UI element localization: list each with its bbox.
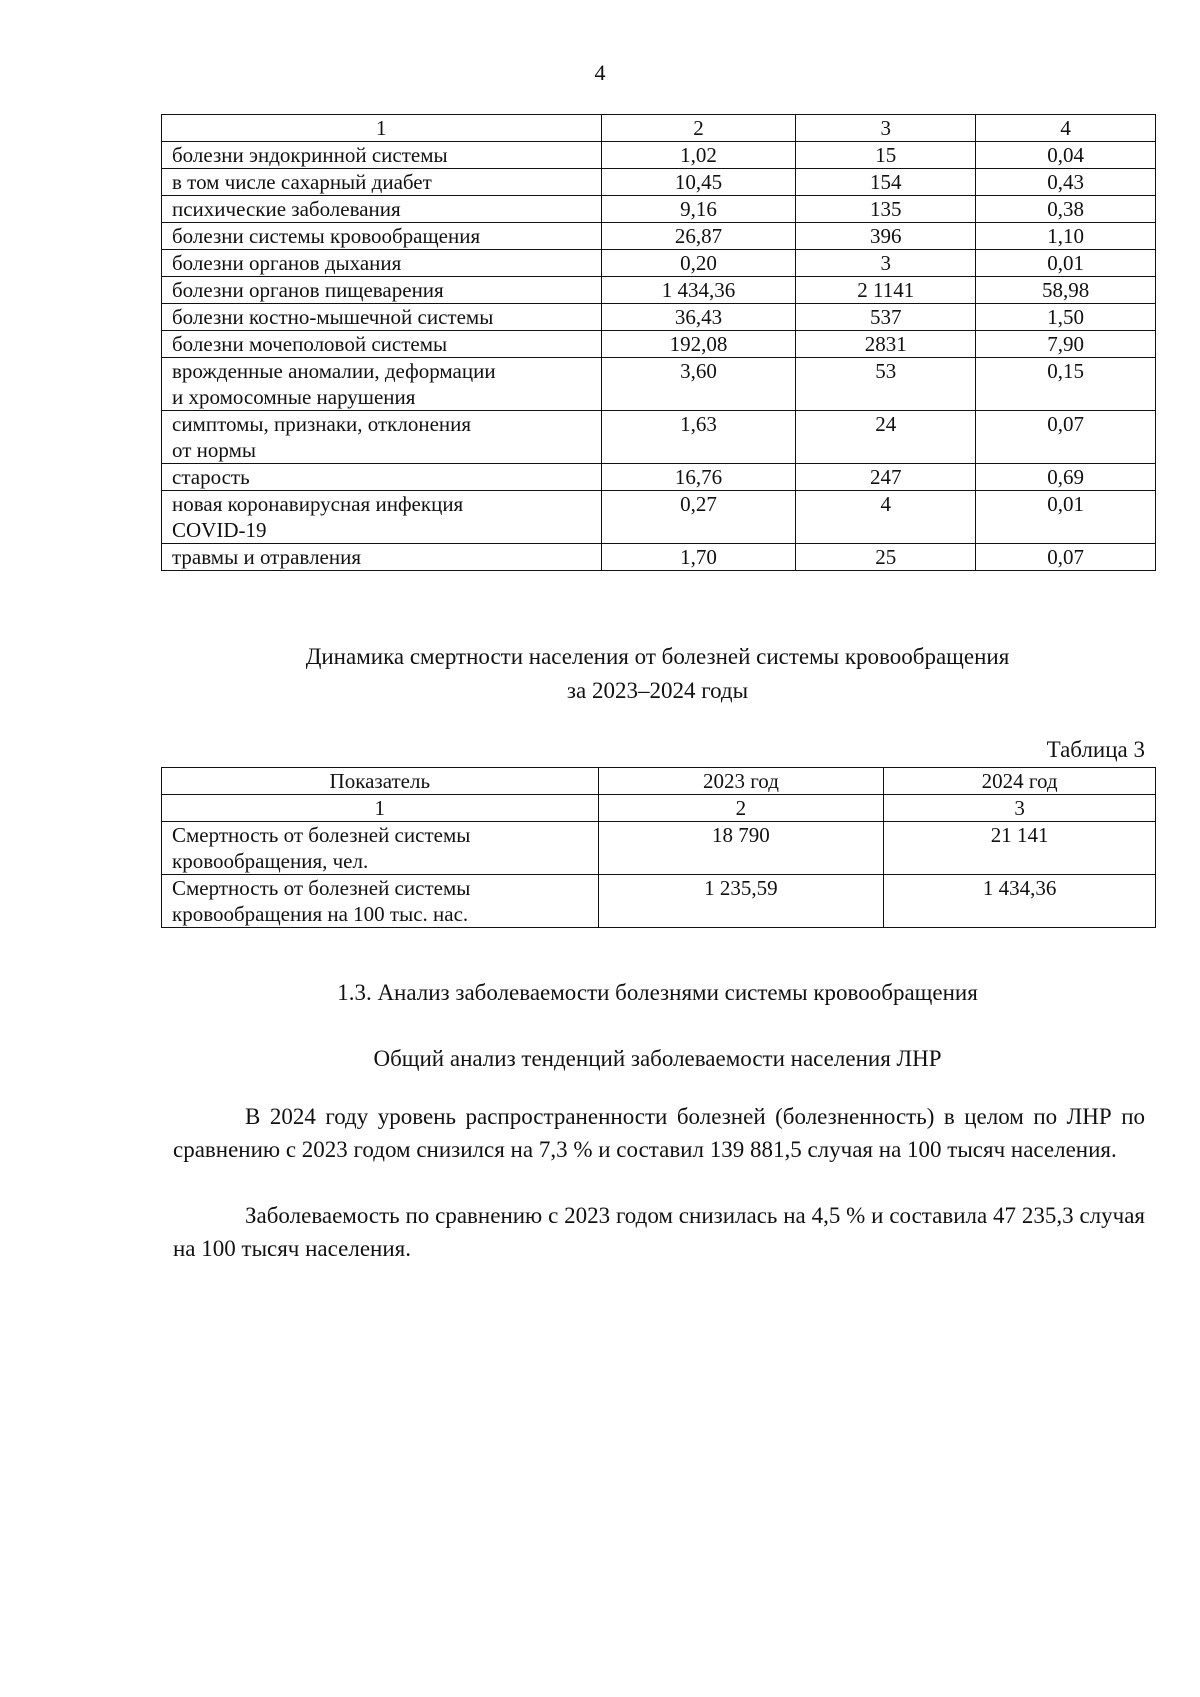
- value-cell-c4: 58,98: [976, 277, 1156, 304]
- value-cell-c4: 0,01: [976, 250, 1156, 277]
- value-cell-c4: 0,15: [976, 358, 1156, 411]
- table-row: [162, 822, 1156, 875]
- value-cell-c2: 3,60: [601, 358, 796, 411]
- mortality-causes-table: [161, 114, 1156, 571]
- value-cell-c3: 15: [796, 142, 976, 169]
- cause-name-line1: симптомы, признаки, отклонения: [172, 412, 472, 436]
- column-header: 2: [601, 115, 796, 142]
- table-row: [162, 196, 1156, 223]
- value-cell-c2: 192,08: [601, 331, 796, 358]
- column-header: 2024 год: [884, 768, 1156, 795]
- cause-name-line1: болезни органов дыхания: [172, 251, 402, 275]
- subsection-heading: 1.3. Анализ заболеваемости болезнями системы кровообращения: [337, 980, 978, 1005]
- cause-name-line1: новая коронавирусная инфекция: [172, 492, 464, 516]
- value-cell-c2: 10,45: [601, 169, 796, 196]
- cause-name-line2: и хромосомные нарушения: [172, 385, 416, 409]
- table-header-row: [162, 115, 1156, 142]
- cause-name-cell: [162, 169, 602, 196]
- indicator-line2: кровообращения, чел.: [172, 849, 369, 873]
- cause-name-cell: [162, 277, 602, 304]
- column-header: 1: [162, 115, 602, 142]
- value-cell-c2: 1,63: [601, 411, 796, 464]
- value-cell-c3: 25: [796, 544, 976, 571]
- cause-name-line2: от нормы: [172, 438, 256, 462]
- value-2023-cell: 18 790: [598, 822, 884, 875]
- cause-name-cell: [162, 304, 602, 331]
- table-row: [162, 358, 1156, 411]
- cause-name-cell: [162, 142, 602, 169]
- value-cell-c3: 53: [796, 358, 976, 411]
- value-2023-cell: 1 235,59: [598, 875, 884, 928]
- value-cell-c3: 2 1141: [796, 277, 976, 304]
- index-cell: 2: [598, 795, 884, 822]
- value-cell-c4: 0,04: [976, 142, 1156, 169]
- value-cell-c3: 247: [796, 464, 976, 491]
- value-cell-c3: 537: [796, 304, 976, 331]
- value-2024-cell: 1 434,36: [884, 875, 1156, 928]
- value-2024-cell: 21 141: [884, 822, 1156, 875]
- value-cell-c4: 1,10: [976, 223, 1156, 250]
- indicator-cell: [162, 875, 599, 928]
- value-cell-c4: 0,07: [976, 544, 1156, 571]
- value-cell-c3: 154: [796, 169, 976, 196]
- cause-name-cell: [162, 196, 602, 223]
- value-cell-c4: 0,01: [976, 491, 1156, 544]
- table-row: [162, 169, 1156, 196]
- table-row: [162, 277, 1156, 304]
- value-cell-c2: 1 434,36: [601, 277, 796, 304]
- table-row: [162, 250, 1156, 277]
- cause-name-line1: в том числе сахарный диабет: [172, 170, 432, 194]
- indicator-cell: [162, 822, 599, 875]
- value-cell-c2: 36,43: [601, 304, 796, 331]
- table-row: [162, 491, 1156, 544]
- cause-name-cell: [162, 491, 602, 544]
- value-cell-c2: 9,16: [601, 196, 796, 223]
- cause-name-line1: болезни мочеполовой системы: [172, 332, 448, 356]
- value-cell-c2: 1,02: [601, 142, 796, 169]
- table-row: [162, 875, 1156, 928]
- value-cell-c3: 135: [796, 196, 976, 223]
- table-row: [162, 544, 1156, 571]
- cause-name-line1: болезни костно-мышечной системы: [172, 305, 494, 329]
- cause-name-line1: болезни органов пищеварения: [172, 278, 444, 302]
- value-cell-c4: 0,07: [976, 411, 1156, 464]
- page-number: 4: [594, 60, 606, 85]
- column-header: Показатель: [162, 768, 599, 795]
- cause-name-line1: болезни системы кровообращения: [172, 224, 481, 248]
- table-row: [162, 223, 1156, 250]
- cause-name-cell: [162, 411, 602, 464]
- value-cell-c3: 396: [796, 223, 976, 250]
- paragraph: Заболеваемость по сравнению с 2023 годом снизилась на 4,5 % и составила 47 235,3 случая на 100 тысяч населения.: [173, 1203, 1145, 1261]
- general-analysis-heading: Общий анализ тенденций заболеваемости населения ЛНР: [373, 1046, 942, 1071]
- value-cell-c4: 7,90: [976, 331, 1156, 358]
- value-cell-c4: 0,43: [976, 169, 1156, 196]
- table-row: [162, 331, 1156, 358]
- value-cell-c4: 0,69: [976, 464, 1156, 491]
- value-cell-c2: 0,27: [601, 491, 796, 544]
- value-cell-c2: 16,76: [601, 464, 796, 491]
- section-title: [0, 640, 1200, 708]
- table-index-row: [162, 795, 1156, 822]
- cause-name-line1: психические заболевания: [172, 197, 401, 221]
- cause-name-line2: COVID-19: [172, 518, 267, 542]
- value-cell-c3: 24: [796, 411, 976, 464]
- value-cell-c3: 4: [796, 491, 976, 544]
- table-row: [162, 411, 1156, 464]
- column-header: 4: [976, 115, 1156, 142]
- value-cell-c3: 3: [796, 250, 976, 277]
- table-row: [162, 464, 1156, 491]
- cause-name-line1: старость: [172, 465, 250, 489]
- index-cell: 3: [884, 795, 1156, 822]
- table-row: [162, 142, 1156, 169]
- value-cell-c2: 0,20: [601, 250, 796, 277]
- circulatory-mortality-table: [161, 767, 1156, 928]
- cause-name-cell: [162, 464, 602, 491]
- cause-name-line1: врожденные аномалии, деформации: [172, 359, 496, 383]
- cause-name-cell: [162, 358, 602, 411]
- value-cell-c4: 0,38: [976, 196, 1156, 223]
- column-header: 3: [796, 115, 976, 142]
- cause-name-cell: [162, 250, 602, 277]
- cause-name-line1: болезни эндокринной системы: [172, 143, 448, 167]
- indicator-line1: Смертность от болезней системы: [172, 823, 471, 847]
- indicator-line2: кровообращения на 100 тыс. нас.: [172, 902, 469, 926]
- section-title-line2: за 2023–2024 годы: [566, 678, 749, 703]
- cause-name-cell: [162, 544, 602, 571]
- section-title-line1: Динамика смертности населения от болезней системы кровообращения: [305, 644, 1010, 669]
- value-cell-c2: 26,87: [601, 223, 796, 250]
- paragraph: В 2024 году уровень распространенности болезней (болезненность) в целом по ЛНР по сравнению с 2023 годом снизился на 7,3 % и составил 139 881,5 случая на 100 тысяч населения.: [173, 1104, 1145, 1162]
- table-row: [162, 304, 1156, 331]
- column-header: 2023 год: [598, 768, 884, 795]
- cause-name-cell: [162, 223, 602, 250]
- table-caption: Таблица 3: [1046, 737, 1145, 762]
- cause-name-cell: [162, 331, 602, 358]
- value-cell-c4: 1,50: [976, 304, 1156, 331]
- table-header-row: [162, 768, 1156, 795]
- cause-name-line1: травмы и отравления: [172, 545, 361, 569]
- value-cell-c3: 2831: [796, 331, 976, 358]
- index-cell: 1: [162, 795, 599, 822]
- value-cell-c2: 1,70: [601, 544, 796, 571]
- indicator-line1: Смертность от болезней системы: [172, 876, 471, 900]
